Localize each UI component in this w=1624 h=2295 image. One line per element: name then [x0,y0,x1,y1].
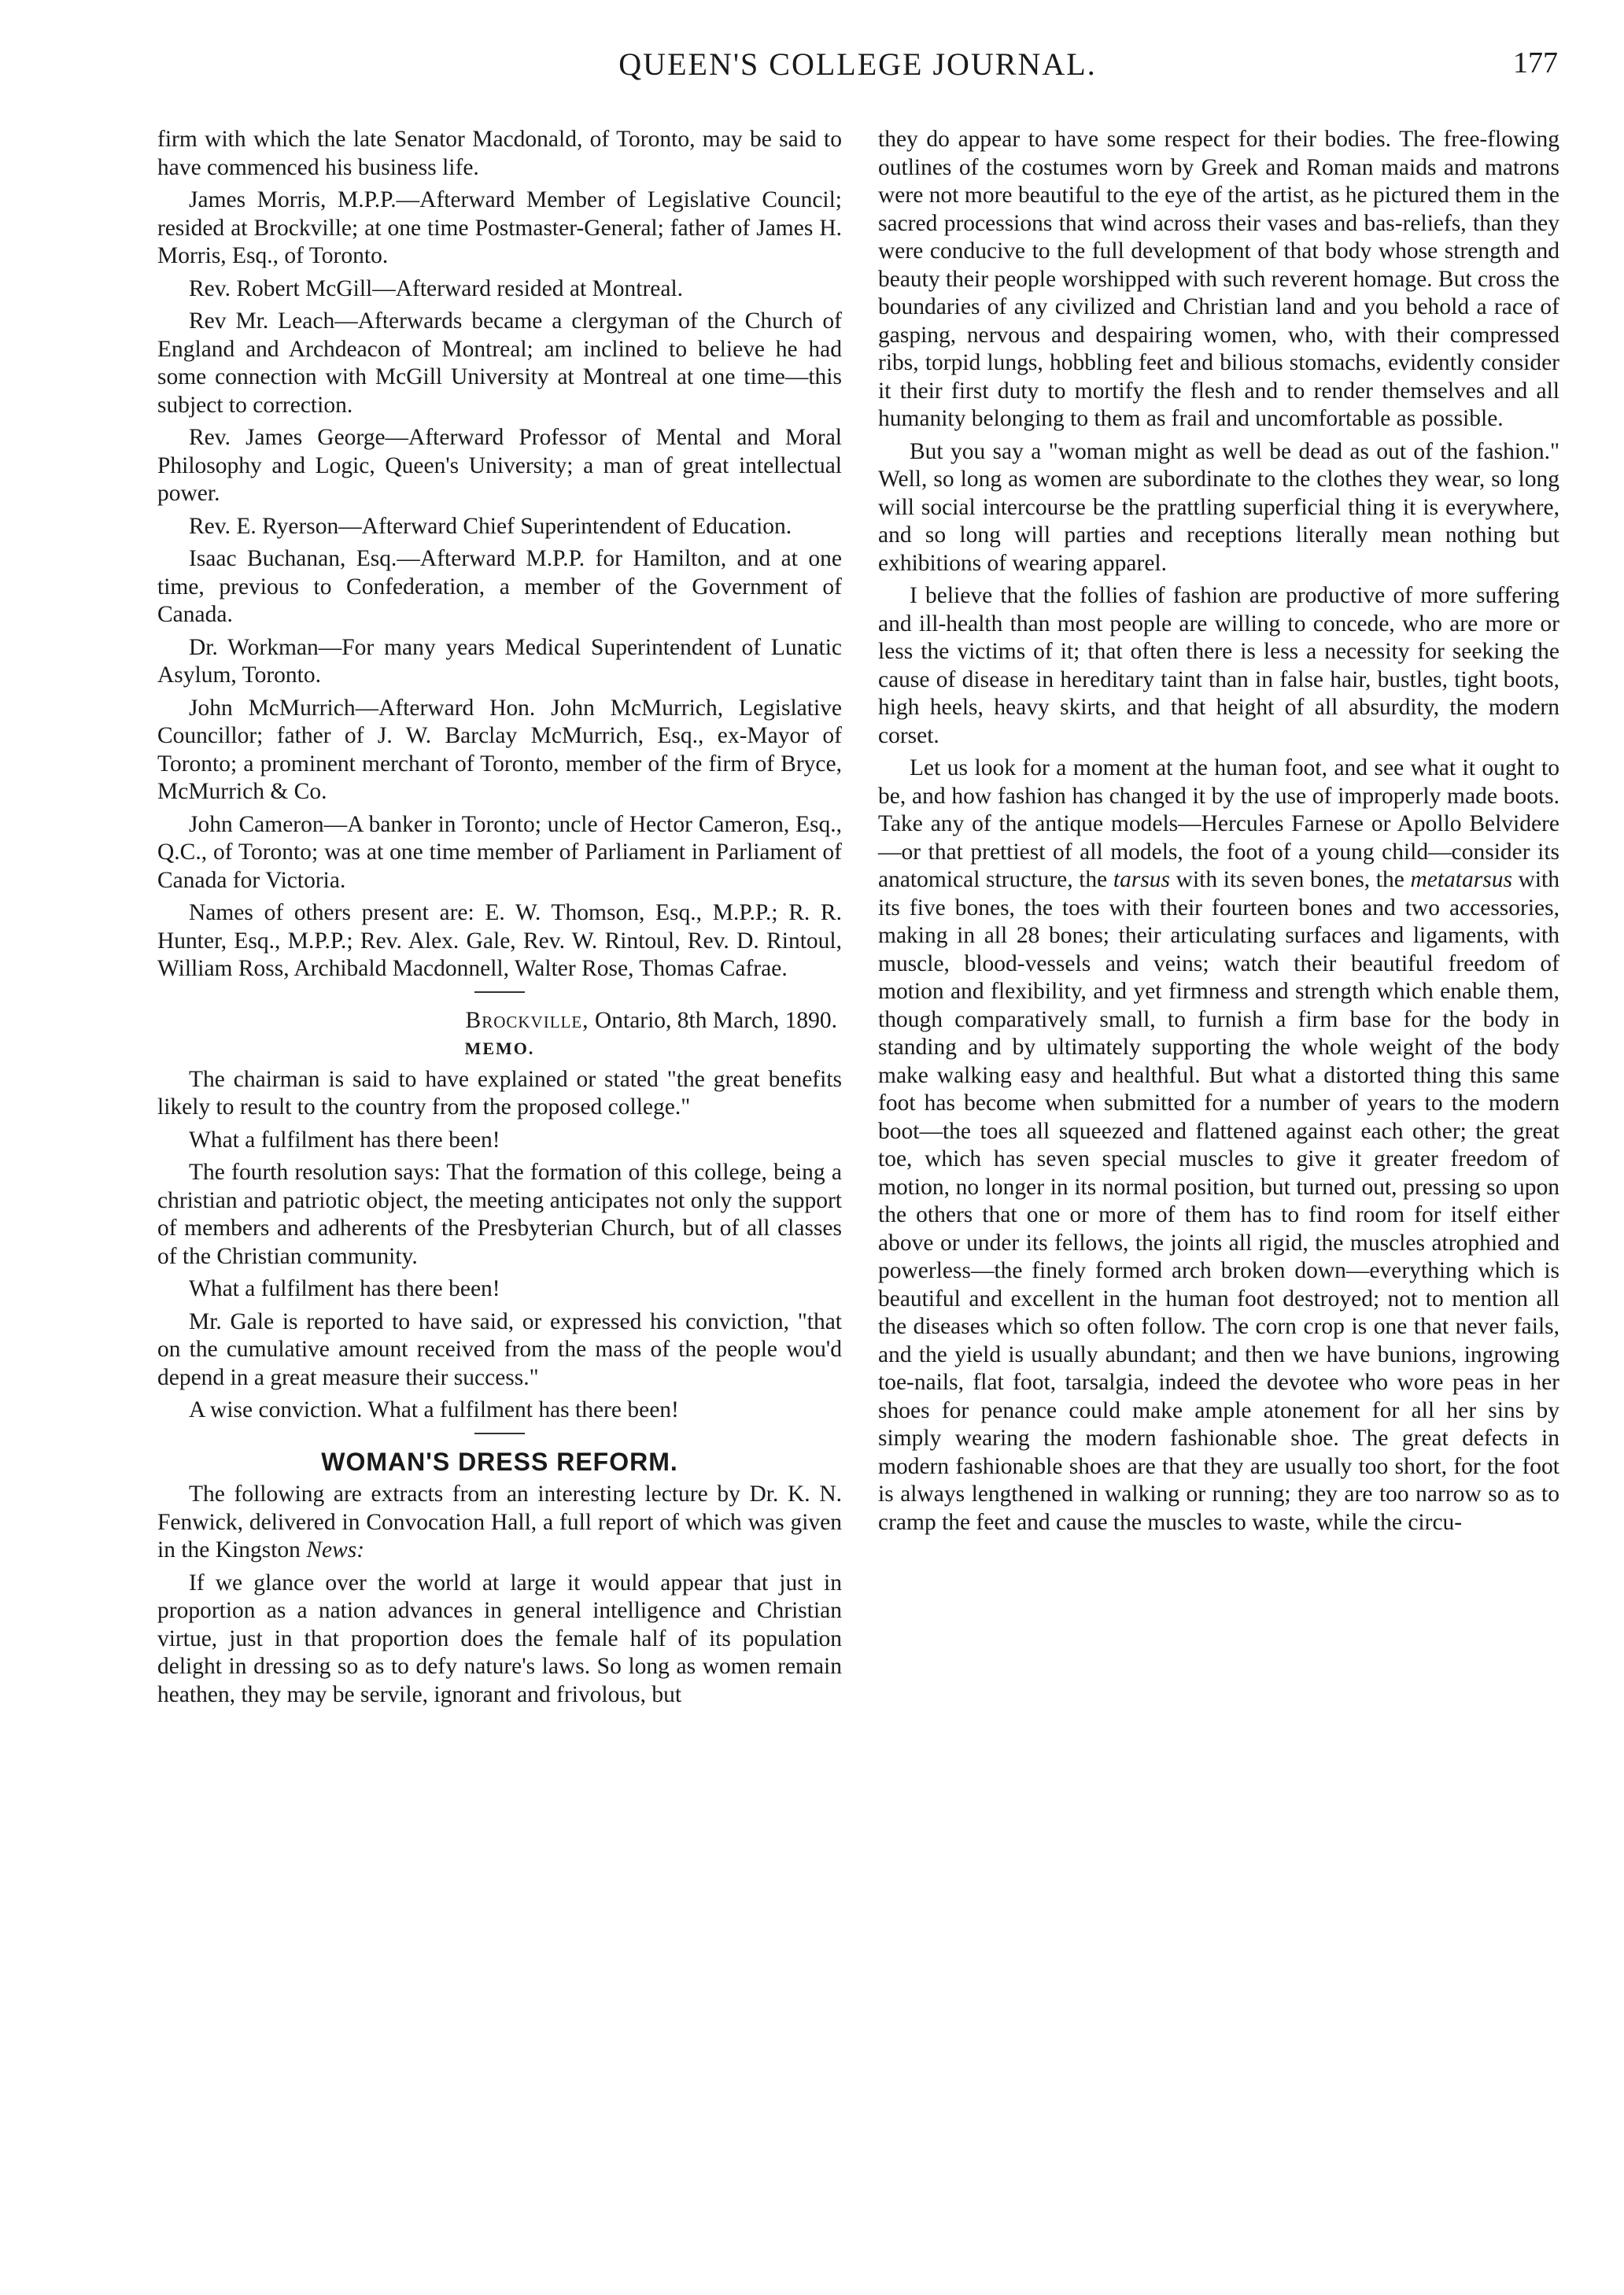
paragraph: Rev Mr. Leach—Afterwards became a clergyman of the Church of England and Archdeacon of Montreal; am inclined to believe he had some connection with McGill University at Montreal at one time—this subject to correction. [157,308,842,418]
paragraph: But you say a "woman might as well be dead as out of the fashion." Well, so long as women are subordinate to the clothes they wear, so long will social intercourse be the prattling superficial thing it is everywhere, and so long will parties and receptions literally mean nothing but exhibitions of wearing apparel. [878,438,1559,576]
paragraph: What a fulfilment has there been! [189,1127,500,1153]
paragraph: I believe that the follies of fashion are productive of more suffering and ill-health than most people are willing to concede, who are more or less the victims of it; that often there is less a necessity for seeking the cause of disease in hereditary taint than in false hair, bustles, tight boots, high heels, heavy skirts, and that height of all absurdity, the modern corset. [878,583,1559,748]
paragraph: Names of others present are: E. W. Thomson, Esq., M.P.P.; R. R. Hunter, Esq., M.P.P.; Rev. Alex. Gale, Rev. W. Rintoul, Rev. D. Rintoul, William Ross, Archibald Macdonnell, Walter Rose, Thomas Cafrae. [157,900,842,981]
dateline-place: Brockville, [465,1007,589,1033]
paragraph: Dr. Workman—For many years Medical Superintendent of Lunatic Asylum, Toronto. [157,634,842,688]
term-metatarsus: metatarsus [1410,867,1512,892]
page-header [157,46,1558,93]
dateline-date: Ontario, 8th March, 1890. [589,1007,837,1033]
section-heading: WOMAN'S DRESS REFORM. [321,1447,678,1476]
paragraph: Rev. Robert McGill—Afterward resided at Montreal. [189,275,684,301]
running-title: QUEEN'S COLLEGE JOURNAL. [618,46,1097,82]
paragraph: The chairman is said to have explained or stated "the great benefits likely to result to the country from the proposed college." [157,1066,842,1120]
paragraph: James Morris, M.P.P.—Afterward Member of Legislative Council; resided at Brockville; at one time Postmaster-General; father of James H. Morris, Esq., of Toronto. [157,187,842,268]
paragraph: they do appear to have some respect for their bodies. The free-flowing outlines of the costumes worn by Greek and Roman maids and matrons were not more beautiful to the eye of the artist, as he pictured them in the sacred processions that wind across their vases and bas-reliefs, than they were conducive to the full development of that body whose strength and beauty their people worshipped with such reverent homage. But cross the boundaries of any civilized and Christian land and you behold a race of gasping, nervous and despairing women, who, with their compressed ribs, torpid lungs, hobbling feet and bilious stomachs, evidently consider it their first duty to mortify the flesh and to render themselves and all humanity belonging to them as frail and uncomfortable as possible. [878,127,1559,431]
paragraph-text: Let us look for a moment at the human foot, and see what it ought to be, and how fashion has changed it by the use of improperly made boots. Take any of the antique models—Hercules Farnese or Apollo Belvidere—or that prettiest of all models, the foot of a young child—consider its anatomical structure, the [878,755,1559,892]
paragraph: Rev. James George—Afterward Professor of Mental and Moral Philosophy and Logic, Queen's University; a man of great intellectual power. [157,425,842,506]
paragraph: A wise conviction. What a fulfilment has there been! [189,1397,679,1422]
paragraph: John McMurrich—Afterward Hon. John McMurrich, Legislative Councillor; father of J. W. Barclay McMurrich, Esq., ex-Mayor of Toronto; a prominent merchant of Toronto, member of the firm of Bryce, McMurrich & Co. [157,695,842,804]
section-divider [474,1433,525,1434]
paragraph: What a fulfilment has there been! [189,1276,500,1301]
paragraph: If we glance over the world at large it would appear that just in proportion as a nation advances in general intelligence and Christian virtue, just in that proportion does the female half of its population delight in dressing so as to defy nature's laws. So long as women remain heathen, they may be servile, ignorant and frivolous, but [157,1570,842,1707]
paragraph: Isaac Buchanan, Esq.—Afterward M.P.P. for Hamilton, and at one time, previous to Confederation, a member of the Government of Canada. [157,546,842,627]
right-column [878,126,1559,1541]
paragraph-text: The following are extracts from an interesting lecture by Dr. K. N. Fenwick, delivered in Convocation Hall, a full report of which was given in the Kingston [157,1481,842,1563]
paragraph: firm with which the late Senator Macdonald, of Toronto, may be said to have commenced his business life. [157,127,842,180]
paragraph [157,1481,842,1565]
newspaper-name: News: [306,1537,365,1563]
memo-heading: MEMO. [464,1039,535,1058]
paragraph-text: with its five bones, the toes with their fourteen bones and two accessories, making in all 28 bones; their articulating surfaces and ligaments, with muscle, blood-vessels and veins; watch their beautiful freedom of motion and flexibility, and yet firmness and strength which enable them, though comparatively small, to furnish a firm base for the body in standing and by ultimately supporting the whole weight of the body make walking easy and healthful. But what a distorted thing this same foot has become when submitted for a number of years to the modern boot—the toes all squeezed and flattened against each other; the great toe, which has seven special muscles to give it greater freedom of motion, no longer in its normal position, but turned out, pressing so upon the others that one or more of them has to find room for itself either above or under its fellows, the joints all rigid, the muscles atrophied and powerless—the finely formed arch broken down—everything which is beautiful and excellent in the human foot destroyed; not to mention all the diseases which so often follow. The corn crop is one that never fails, and the yield is usually abundant; and then we have bunions, ingrowing toe-nails, flat foot, tarsalgia, indeed the devotee who wore peas in her shoes for penance could make ample atonement for all her sins by simply wearing the modern fashionable shoe. The great defects in modern fashionable shoes are that they are usually too short, for the foot is always lengthened in walking or running; they are too narrow so as to cramp the feet and cause the muscles to waste, while the circu- [878,867,1559,1535]
section-divider [474,991,525,993]
paragraph [878,755,1559,1537]
dateline [157,1007,837,1035]
left-column [157,126,842,1714]
term-tarsus: tarsus [1113,867,1171,892]
paragraph: John Cameron—A banker in Toronto; uncle of Hector Cameron, Esq., Q.C., of Toronto; was at one time member of Parliament in Parliament of Canada for Victoria. [157,811,842,893]
paragraph: Rev. E. Ryerson—Afterward Chief Superintendent of Education. [189,513,792,539]
page-number: 177 [1513,46,1558,79]
paragraph: The fourth resolution says: That the formation of this college, being a christian and patriotic object, the meeting anticipates not only the support of members and adherents of the Presbyterian Church, but of all classes of the Christian community. [157,1160,842,1269]
paragraph-text: with its seven bones, the [1170,867,1411,892]
paragraph: Mr. Gale is reported to have said, or expressed his conviction, "that on the cumulative amount received from the mass of the people wou'd depend in a great measure their success." [157,1308,842,1390]
